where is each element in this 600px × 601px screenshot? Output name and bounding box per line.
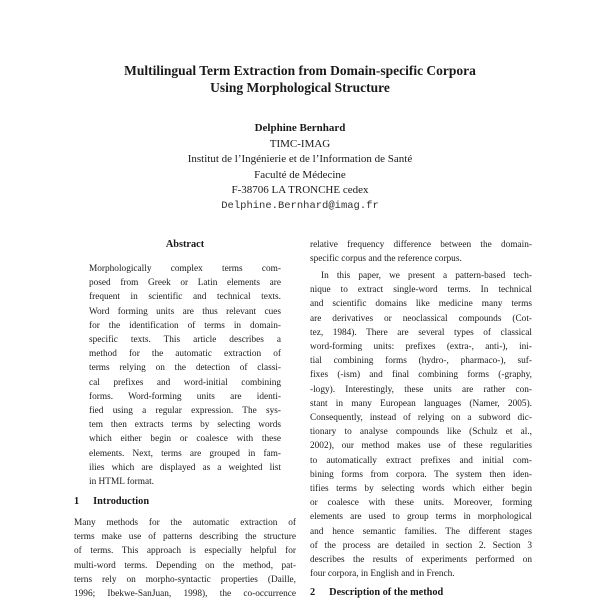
abstract-text-line: fied using a regular expression. The sys- (89, 406, 281, 417)
abstract-text-line: ilies which are displayed as a weighted list (89, 462, 281, 473)
right-paragraph-2-text-line: word-forming units: prefixes (extra-, anti-), ini- (310, 342, 532, 353)
abstract-text-line: forms. Word-forming units are identi- (89, 391, 281, 402)
section-1-title: Introduction (93, 496, 150, 507)
right-paragraph-2-text-line: are derivatives or neoclassical compounds (Cot- (310, 313, 532, 324)
abstract-text-line: method for the automatic extraction of (89, 349, 281, 360)
abstract-text-line: elements. Next, terms are grouped in fam- (89, 448, 281, 459)
right-column-paragraph-2 (310, 269, 532, 581)
right-paragraph-1-text-line: specific corpus and the reference corpus. (310, 254, 462, 265)
right-paragraph-2-text-line: stant in many European languages (Namer, 2005). (310, 398, 532, 409)
section-1-heading (74, 496, 149, 507)
right-paragraph-2-text-line: fixes (-ism) and final combining forms (-graphy, (310, 370, 532, 381)
abstract-body (89, 262, 281, 489)
paper-title-line-2: Using Morphological Structure (210, 80, 390, 95)
author-name: Delphine Bernhard (254, 122, 346, 134)
right-paragraph-2-text-line: four corpora, in English and in French. (310, 569, 455, 580)
section-1-number: 1 (74, 496, 80, 507)
abstract-text-line: which either begin or coalesce with these (89, 434, 281, 445)
author-email: Delphine.Bernhard@imag.fr (221, 199, 379, 212)
right-paragraph-2-text-line: tial combining forms (hydro-, pharmaco-), suf- (310, 356, 532, 367)
section-1-text-line: 1996; Ibekwe-SanJuan, 1998), the co-occurrence (74, 589, 296, 600)
abstract-text-line: tem then extracts terms by selecting words (89, 420, 281, 431)
section-1-text-line: multi-word terms. Depending on the method, pat- (74, 560, 296, 571)
abstract-text-line: Morphologically complex terms com- (89, 264, 281, 274)
right-paragraph-2-text-line: and hence semantic families. The different stages (310, 526, 532, 537)
right-paragraph-2-text-line: 2002), our method makes use of these regularities (310, 441, 532, 452)
paper-title-line-1: Multilingual Term Extraction from Domain-specific Corpora (124, 63, 476, 78)
right-paragraph-2-text-line: nique to extract single-word terms. In technical (310, 285, 532, 296)
right-paragraph-2-text-line: -logy). Interestingly, these units are rather con- (310, 384, 532, 395)
right-paragraph-2-text-line: and scientific domains like medicine many terms (310, 299, 532, 310)
section-1-body (74, 516, 296, 601)
author-affiliation-3: Faculté de Médecine (254, 168, 346, 181)
right-paragraph-2-text-line: tionary to analyse compounds like (Schulz et al., (310, 427, 532, 438)
paper-title (0, 62, 600, 96)
section-1-text-line: Many methods for the automatic extraction of (74, 518, 296, 528)
abstract-text-line: Word forming units are thus relevant cues (89, 306, 281, 317)
abstract-heading: Abstract (165, 239, 205, 250)
right-paragraph-2-text-line: to automatically extract prefixes and initial com- (310, 455, 532, 466)
right-paragraph-2-text-line: In this paper, we present a pattern-based tech- (321, 271, 532, 281)
author-address: F-38706 LA TRONCHE cedex (231, 184, 369, 196)
right-paragraph-2-text-line: tez, 1984). There are several types of classical (310, 327, 532, 338)
right-paragraph-2-text-line: describes the results of experiments performed on (310, 555, 532, 566)
right-paragraph-2-text-line: Consequently, instead of relying on a subword dic- (310, 413, 532, 424)
abstract-text-line: terms relying on the detection of classi- (89, 363, 281, 374)
section-1-text-line: terms make use of patterns describing the structure (74, 532, 296, 543)
author-affiliation-2: Institut de l’Ingénierie et de l’Information de Santé (187, 153, 413, 165)
section-1-text-line: terns rely on morpho-syntactic properties (Daille, (74, 574, 296, 585)
abstract-text-line: cal prefixes and word-initial combining (89, 377, 281, 388)
abstract-text-line: posed from Greek or Latin elements are (89, 278, 281, 289)
abstract-text-line: specific texts. This article describes a (89, 335, 281, 346)
right-paragraph-2-text-line: or coalesce with these units. Moreover, forming (310, 498, 532, 509)
section-1-text-line: of terms. This approach is especially helpful for (74, 546, 296, 557)
right-paragraph-2-text-line: bining forms from corpora. The system then iden- (310, 469, 532, 480)
abstract-text-line: for the identification of terms in domain- (89, 320, 281, 331)
right-paragraph-2-text-line: of the process are detailed in section 2. Section 3 (310, 540, 532, 551)
abstract-text-line: frequent in scientific and technical texts. (89, 292, 281, 303)
right-paragraph-1-text-line: relative frequency difference between the domain- (310, 240, 532, 250)
right-paragraph-2-text-line: tifies terms by selecting words which either begin (310, 484, 532, 495)
section-2-title: Description of the method (329, 587, 444, 598)
author-affiliation-1: TIMC-IMAG (269, 137, 331, 150)
section-2-number: 2 (310, 587, 316, 598)
right-paragraph-2-text-line: elements are used to group terms in morphological (310, 512, 532, 523)
right-column-paragraph-1 (310, 238, 532, 266)
abstract-text-line: in HTML format. (89, 477, 154, 488)
section-2-heading (310, 587, 443, 598)
author-block (0, 121, 600, 214)
